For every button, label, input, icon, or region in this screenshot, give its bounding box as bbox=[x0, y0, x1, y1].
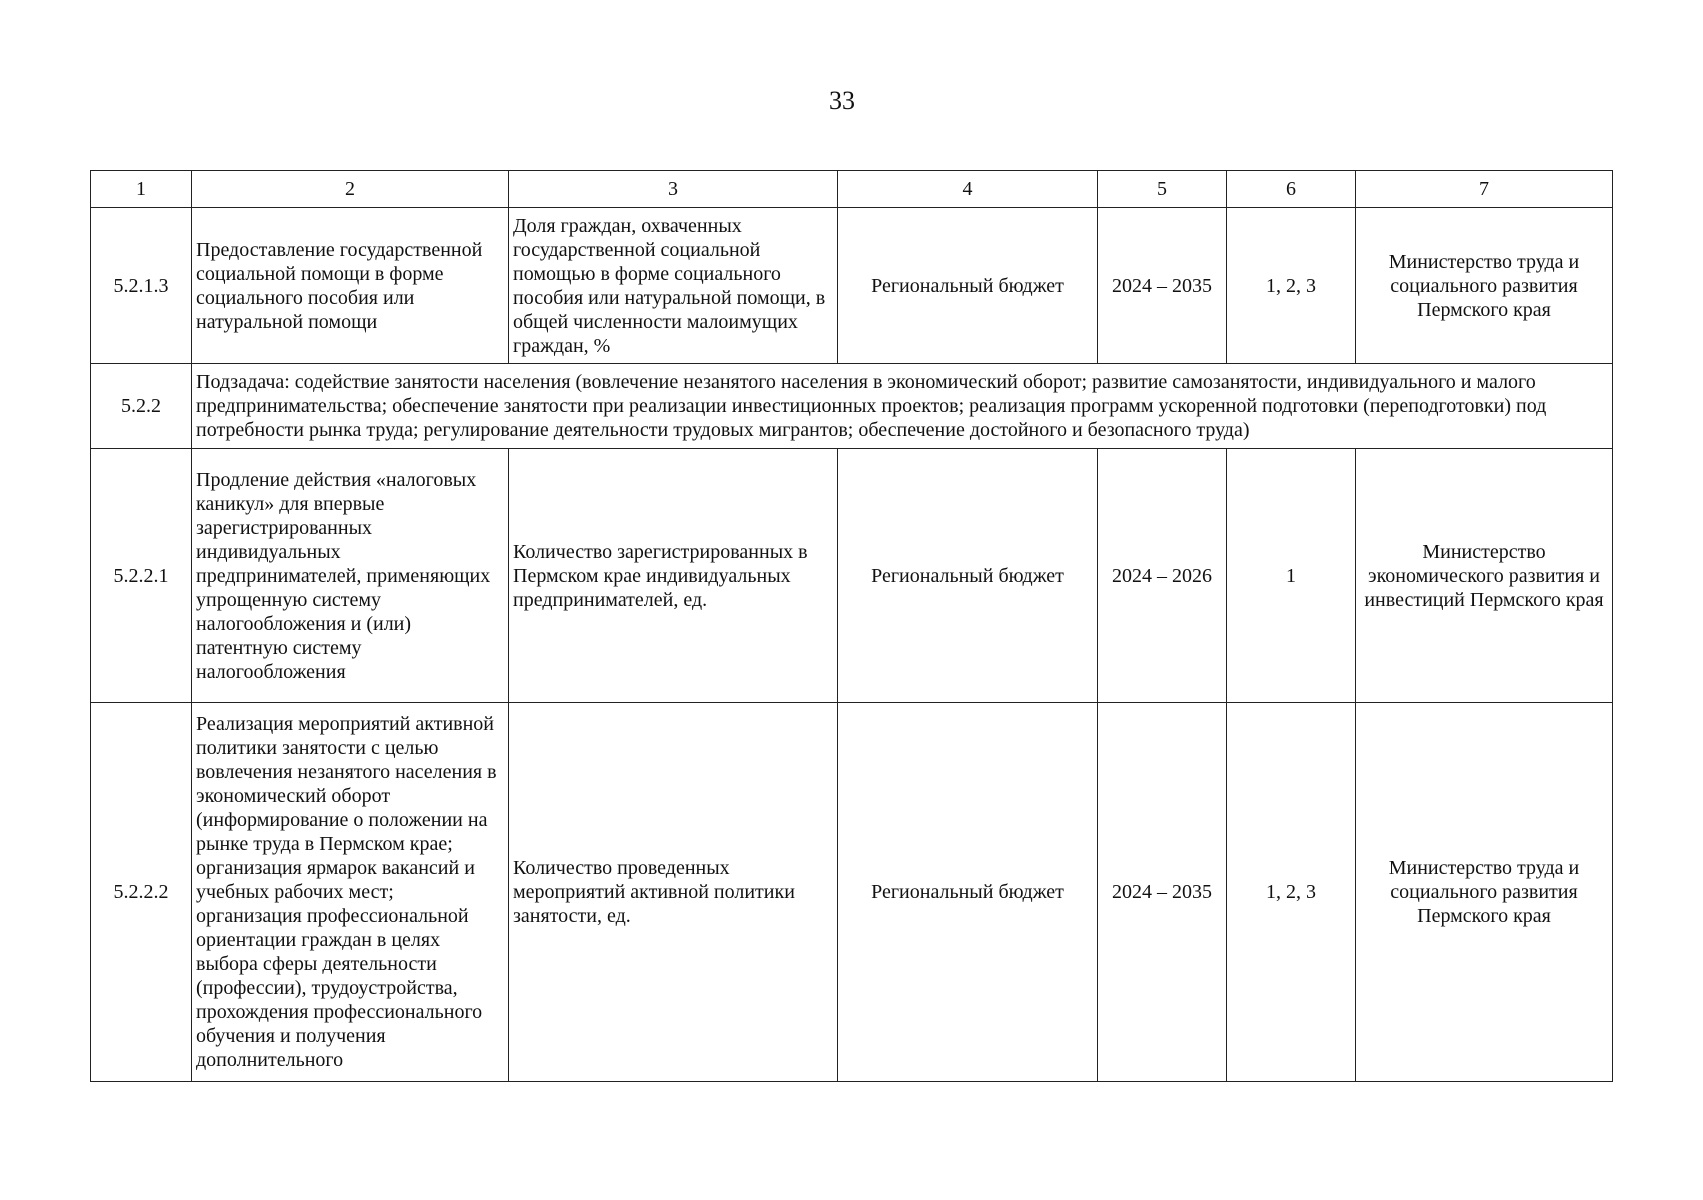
column-number: 3 bbox=[509, 171, 838, 208]
stages-cell: 1, 2, 3 bbox=[1227, 703, 1356, 1082]
row-code: 5.2.1.3 bbox=[91, 208, 192, 364]
subtask-code: 5.2.2 bbox=[91, 364, 192, 449]
indicator-cell: Количество зарегистрированных в Пермском крае индивидуальных предпринимателей, ед. bbox=[509, 449, 838, 703]
period-cell: 2024 – 2035 bbox=[1098, 208, 1227, 364]
page-number: 33 bbox=[829, 86, 855, 115]
executor-cell: Министерство труда и социального развития Пермского края bbox=[1356, 703, 1613, 1082]
funding-source-cell: Региональный бюджет bbox=[838, 208, 1098, 364]
funding-source-cell: Региональный бюджет bbox=[838, 703, 1098, 1082]
column-number: 4 bbox=[838, 171, 1098, 208]
executor-cell: Министерство экономического развития и инвестиций Пермского края bbox=[1356, 449, 1613, 703]
table-row bbox=[91, 208, 1613, 364]
activity-cell: Предоставление государственной социальной помощи в форме социального пособия или натуральной помощи bbox=[192, 208, 509, 364]
funding-source-cell: Региональный бюджет bbox=[838, 449, 1098, 703]
subtask-row bbox=[91, 364, 1613, 449]
program-activities-table bbox=[90, 170, 1613, 1082]
column-number: 2 bbox=[192, 171, 509, 208]
period-cell: 2024 – 2035 bbox=[1098, 703, 1227, 1082]
row-code: 5.2.2.1 bbox=[91, 449, 192, 703]
stages-cell: 1 bbox=[1227, 449, 1356, 703]
column-number-row bbox=[91, 171, 1613, 208]
period-cell: 2024 – 2026 bbox=[1098, 449, 1227, 703]
table-row bbox=[91, 449, 1613, 703]
row-code: 5.2.2.2 bbox=[91, 703, 192, 1082]
column-number: 6 bbox=[1227, 171, 1356, 208]
column-number: 1 bbox=[91, 171, 192, 208]
table-row bbox=[91, 703, 1613, 1082]
stages-cell: 1, 2, 3 bbox=[1227, 208, 1356, 364]
activity-cell: Продление действия «налоговых каникул» для впервые зарегистрированных индивидуальных предпринимателей, применяющих упрощенную систему налогообложения и (или) патентную систему налогообложения bbox=[192, 449, 509, 703]
indicator-cell: Количество проведенных мероприятий активной политики занятости, ед. bbox=[509, 703, 838, 1082]
subtask-text: Подзадача: содействие занятости населения (вовлечение незанятого населения в экономический оборот; развитие самозанятости, индивидуального и малого предпринимательства; обеспечение занятости при реализации инвестиционных проектов; реализация программ ускоренной подготовки (переподготовки) под потребности рынка труда; регулирование деятельности трудовых мигрантов; обеспечение достойного и безопасного труда) bbox=[192, 364, 1613, 449]
column-number: 7 bbox=[1356, 171, 1613, 208]
activity-cell: Реализация мероприятий активной политики занятости с целью вовлечения незанятого населения в экономический оборот (информирование о положении на рынке труда в Пермском крае; организация ярмарок вакансий и учебных рабочих мест; организация профессиональной ориентации граждан в целях выбора сферы деятельности (профессии), трудоустройства, прохождения профессионального обучения и получения дополнительного bbox=[192, 703, 509, 1082]
column-number: 5 bbox=[1098, 171, 1227, 208]
executor-cell: Министерство труда и социального развития Пермского края bbox=[1356, 208, 1613, 364]
indicator-cell: Доля граждан, охваченных государственной социальной помощью в форме социального пособия или натуральной помощи, в общей численности малоимущих граждан, % bbox=[509, 208, 838, 364]
